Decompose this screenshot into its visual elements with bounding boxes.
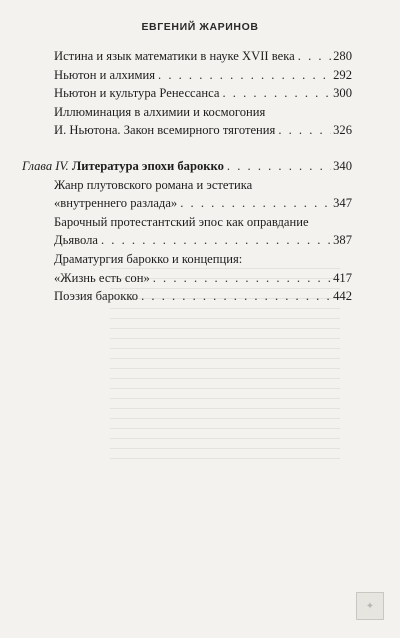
toc-entry-title: Ньютон и алхимия [54, 67, 156, 82]
toc-entry-page: 326 [333, 123, 352, 138]
toc-entry-page: 417 [333, 270, 352, 285]
show-through-imprint [110, 268, 340, 478]
table-of-contents [22, 47, 352, 306]
toc-entry [22, 176, 352, 213]
dot-leader [278, 121, 331, 140]
toc-entry-page: 300 [333, 86, 352, 101]
toc-entry-page: 387 [333, 233, 352, 248]
toc-entry-title: Поэзия барокко [54, 289, 139, 304]
dot-leader [180, 194, 331, 213]
toc-entry-title-line1: Иллюминация в алхимии и космогония [54, 104, 266, 119]
toc-entry-title: Истина и язык математики в науке XVII века [54, 49, 295, 63]
dot-leader [298, 47, 331, 66]
dot-leader [101, 231, 331, 250]
publisher-stamp-icon: ✦ [356, 592, 384, 620]
chapter-label: Глава IV. [22, 158, 69, 173]
toc-entry-page: 347 [333, 196, 352, 211]
toc-entry-title-line1: Барочный протестантский эпос как оправдание [54, 214, 309, 229]
toc-entry-title-line2: «внутреннего разлада» [54, 196, 178, 211]
toc-entry [22, 103, 352, 140]
chapter-title: Литература эпохи барокко [71, 158, 224, 173]
toc-entry-title-line2: И. Ньютона. Закон всемирного тяготения [54, 123, 276, 138]
dot-leader [227, 157, 331, 176]
toc-entry-page: 280 [333, 49, 352, 63]
toc-entry-page: 292 [333, 67, 352, 82]
chapter-page: 340 [333, 158, 352, 173]
toc-entry-title-line1: Жанр плутовского романа и эстетика [54, 177, 253, 192]
toc-entry-title: Ньютон и культура Ренессанса [54, 86, 220, 101]
toc-entry-title-line2: Дьявола [54, 233, 98, 248]
toc-entry-page: 442 [333, 289, 352, 304]
toc-entry [22, 84, 352, 103]
dot-leader [222, 84, 331, 103]
toc-entry-title-line2: «Жизнь есть сон» [54, 270, 150, 285]
toc-entry [22, 66, 352, 85]
running-head: ЕВГЕНИЙ ЖАРИНОВ [141, 21, 259, 33]
toc-chapter [22, 157, 352, 176]
toc-entry-title-line1: Драматургия барокко и концепция: [54, 251, 243, 266]
toc-entry [22, 47, 352, 66]
dot-leader [158, 66, 331, 85]
toc-entry [22, 213, 352, 250]
